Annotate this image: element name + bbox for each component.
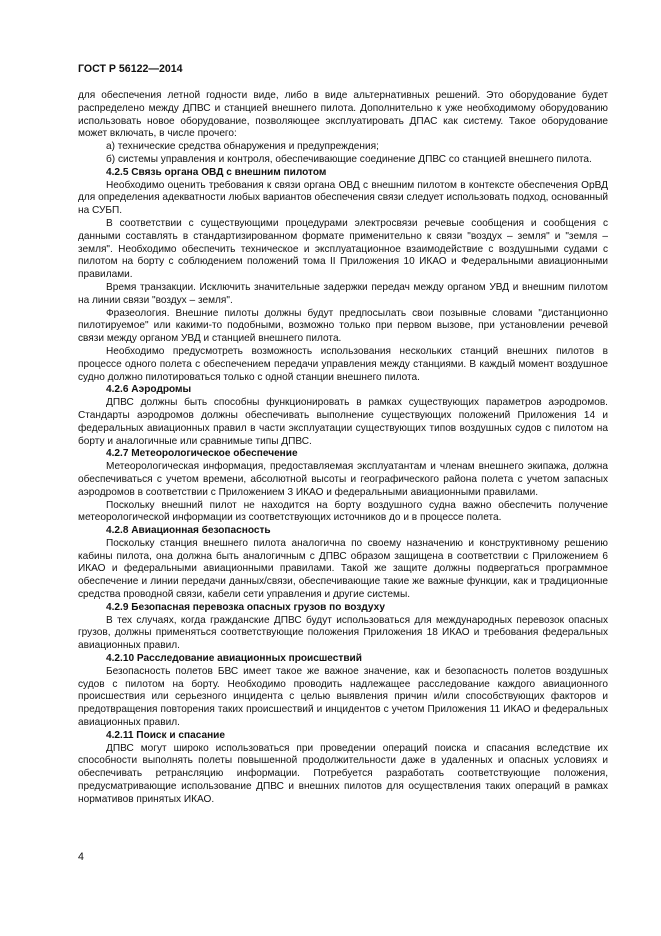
document-body — [78, 90, 608, 807]
paragraph: Поскольку внешний пилот не находится на борту воздушного судна важно обеспечить получение метеорологической информации из соответствующих источников до и в процессе полета. — [78, 499, 608, 524]
paragraph: Необходимо оценить требования к связи органа ОВД с внешним пилотом в контексте обеспечения ОрВД для определения адекватности любых вариантов обеспечения связи следует использовать подход, основанный на СУБП. — [78, 179, 608, 217]
paragraph: Фразеология. Внешние пилоты должны будут предпосылать свои позывные словами "дистанционно пилотируемое" или какими-то подобными, возможно только при первом вызове, при установлении речевой связи между органом УВД и станцией внешнего пилота. — [78, 307, 608, 345]
paragraph: Безопасность полетов БВС имеет такое же важное значение, как и безопасность полетов воздушных судов с пилотом на борту. Необходимо проводить надлежащее расследование каждого авиационного происшествия или серьезного инцидента с целью выявления причин и/или способствующих факторов и предотвращения повторения таких происшествий и инцидентов с учетом Приложения 11 ИКАО и федеральных авиационных правил. — [78, 665, 608, 729]
paragraph: Метеорологическая информация, предоставляемая эксплуатантам и членам внешнего экипажа, должна обеспечиваться с учетом времени, абсолютной высоты и географического района полета с учетом запасных аэродромов в соответствии с Приложением 3 ИКАО и федеральными авиационными правилами. — [78, 461, 608, 498]
paragraph: для обеспечения летной годности виде, либо в виде альтернативных решений. Это оборудование будет распределено между ДПВС и станцией внешнего пилота. Дополнительно к уже необходимому оборудованию использовать новое оборудование, позволяющее эксплуатировать ДПАС как систему. Такое оборудование может включать, в числе прочего: — [78, 90, 608, 140]
paragraph: ДПВС могут широко использоваться при проведении операций поиска и спасания вследствие их способности выполнять полеты повышенной продолжительности даже в удаленных и опасных условиях и обеспечивать ретрансляцию информации. Потребуется разработать соответствующие положения, предусматривающие использование ДПВС и внешних пилотов для осуществления таких операций в рамках нормативов принятых ИКАО. — [78, 742, 608, 805]
section-heading: 4.2.11 Поиск и спасание — [106, 729, 226, 741]
paragraph: б) системы управления и контроля, обеспечивающие соединение ДПВС со станцией внешнего пилота. — [106, 153, 592, 165]
section-heading: 4.2.8 Авиационная безопасность — [106, 525, 271, 537]
section-heading: 4.2.6 Аэродромы — [106, 384, 192, 396]
paragraph: В соответствии с существующими процедурами электросвязи речевые сообщения и сообщения с данными составлять в стандартизированном формате применительно к связи "воздух – земля" и "земля – земля". Необходимо обеспечить техническое и эксплуатационное взаимодействие с воздушными судами с пилотом на борту с соблюдением положений тома II Приложения 10 ИКАО и Федеральными авиационными правилами. — [78, 217, 608, 281]
document-header: ГОСТ Р 56122—2014 — [78, 63, 183, 75]
section-heading: 4.2.10 Расследование авиационных происшествий — [106, 653, 362, 665]
section-heading: 4.2.7 Метеорологическое обеспечение — [106, 448, 298, 460]
paragraph: В тех случаях, когда гражданские ДПВС будут использоваться для международных перевозок опасных грузов, должны применяться соответствующие положения Приложения 18 ИКАО и требования федеральных авиационных правил. — [78, 614, 608, 652]
page-number: 4 — [78, 851, 84, 863]
section-heading: 4.2.9 Безопасная перевозка опасных грузов по воздуху — [106, 601, 385, 613]
paragraph: Время транзакции. Исключить значительные задержки передач между органом УВД и внешним пилотом на линии связи "воздух – земля". — [78, 281, 608, 306]
paragraph: а) технические средства обнаружения и предупреждения; — [106, 141, 379, 153]
paragraph: Необходимо предусмотреть возможность использования нескольких станций внешних пилотов в процессе одного полета с обеспечением передачи управления между станциями. В каждый момент воздушное судно должно пилотироваться только с одной станции внешнего пилота. — [78, 345, 608, 383]
section-heading: 4.2.5 Связь органа ОВД с внешним пилотом — [106, 166, 327, 178]
paragraph: Поскольку станция внешнего пилота аналогична по своему назначению и конструктивному решению кабины пилота, она должна быть аналогичным с ДПВС образом защищена в соответствии с Приложением 6 ИКАО и федеральными авиационными правилами. Такой же защите должны подвергаться программное обеспечение и линии передачи данных/связи, обеспечивающие такие же важные функции, как и традиционные средства проводной связи, кабели сети управления и другие системы. — [78, 537, 608, 601]
paragraph: ДПВС должны быть способны функционировать в рамках существующих параметров аэродромов. Стандарты аэродромов должны обеспечивать выполнение существующих положений Приложения 14 и федеральных авиационных правил в части эксплуатации существующих типов воздушных судов с пилотом на борту и аналогичные или сравнимые типы ДПВС. — [78, 397, 608, 447]
